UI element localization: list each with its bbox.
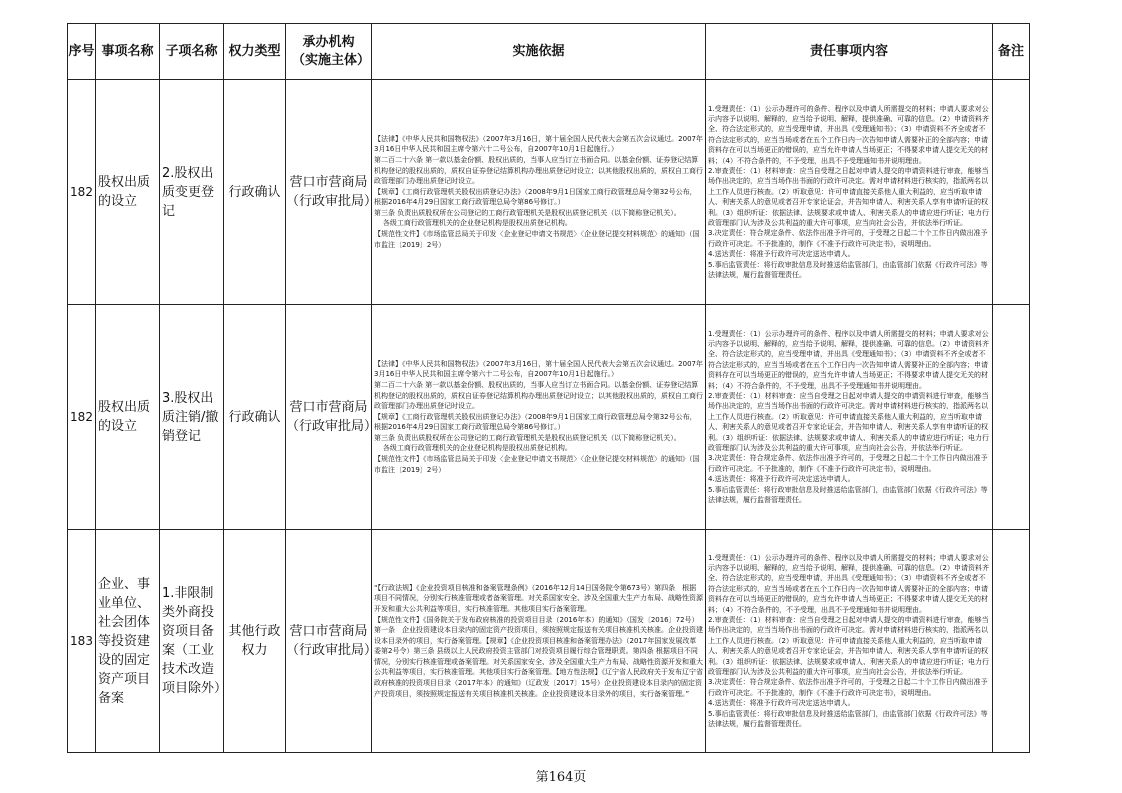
row-sub-item: 3.股权出质注销/撤销登记 [160,305,224,530]
table-header-row [68,24,1030,80]
row-basis [372,530,706,753]
row-note [993,530,1030,753]
basis-line: 【规章】《工商行政管理机关股权出质登记办法》（2008年9月1日国家工商行政管理总局令第32号公布，根据2016年4月29日国家工商行政管理总局令第86号修订。） [374,187,697,207]
resp-line: 3.决定责任：符合规定条件、依法作出准予许可的，于受理之日起二十个工作日内做出准予行政许可决定。不予批准的，制作《不准予行政许可决定书》，说明理由。 [708,678,988,697]
basis-line: 第二百二十六条 第一款以基金份额、股权出质的，当事人应当订立书面合同。以基金份额、证券登记结算机构登记的股权出质的，质权自证券登记结算机构办理出质登记时设立；以其他股权出质的，质权自工商行政管理部门办理出质登记时设立。 [374,380,703,411]
basis-line: 【规章】《工商行政管理机关股权出质登记办法》（2008年9月1日国家工商行政管理总局令第32号公布，根据2016年4月29日国家工商行政管理总局令第86号修订。） [374,412,697,432]
resp-line: 2.审查责任：（1）材料审查：应当自受理之日起对申请人提交的申请资料进行审查，能够当场作出决定的，应当当场作出书面的行政许可决定。需对申请材料进行核实的，指派两名以上工作人员进行核查。（2）听取意见：许可申请直接关系他人重大利益的，应当听取申请人、利害关系人的意见或者召开专家论证会，并告知申请人、利害关系人享有申请听证的权利。（3）组织听证：依据法律、法规要求或申请人、利害关系人的申请应进行听证；电力行政管理部门认为涉及公共利益的重大许可事项，应当向社会公告，并依法举行听证。 [708,391,989,453]
basis-line: 第三条 负责出质股权所在公司登记的工商行政管理机关是股权出质登记机关（以下简称登记机关）。 [374,208,681,217]
header-sub: 子项名称 [160,24,224,80]
basis-line: 【法律】《中华人民共和国物权法》（2007年3月16日，第十届全国人民代表大会第五次会议通过。2007年3月16日中华人民共和国主席令第六十二号公布，自2007年10月1日起施行。） [374,134,703,154]
power-list-table [67,23,1030,753]
resp-line: 1.受理责任：（1）公示办理许可的条件、程序以及申请人所需提交的材料；申请人要求对公示内容予以说明、解释的，应当给予说明、解释，提供准确、可靠的信息。（2）申请资料齐全、符合法定形式的，应当受理申请，并出具《受理通知书》；（3）申请资料不齐全或者不符合法定形式的，应当当场或者在五个工作日内一次告知申请人需要补正的全部内容；申请资料存在可以当场更正的错误的，应当允许申请人当场更正；不得要求申请人提交无关的材料；（4）不符合条件的，不予受理，出具不予受理通知书并说明理由。 [708,329,989,390]
basis-line: 【规范性文件】《市场监管总局关于印发〈企业登记申请文书规范〉〈企业登记提交材料规范〉的通知》（国市监注〔2019〕2号） [374,230,700,249]
resp-line: 5.事后监管责任：将行政审批信息及时推送给监管部门，由监管部门依据《行政许可法》等法律法规，履行监督管理责任。 [708,260,988,280]
basis-line: 各级工商行政管理机关的企业登记机构是股权出质登记机构。 [374,444,572,453]
row-item-name: 企业、事业单位、社会团体等投资建设的固定资产项目备案 [96,530,160,753]
header-no: 序号 [68,24,96,80]
basis-line: 第三条 负责出质股权所在公司登记的工商行政管理机关是股权出质登记机关（以下简称登记机关）。 [374,433,681,442]
header-item: 事项名称 [96,24,160,80]
row-no: 183 [68,530,96,753]
header-type: 权力类型 [224,24,286,80]
basis-line: 第二百二十六条 第一款以基金份额、股权出质的，当事人应当订立书面合同。以基金份额、证券登记结算机构登记的股权出质的，质权自证券登记结算机构办理出质登记时设立；以其他股权出质的，质权自工商行政管理部门办理出质登记时设立。 [374,155,703,186]
row-basis [372,305,706,530]
resp-line: 3.决定责任：符合规定条件、依法作出准予许可的，于受理之日起二十个工作日内做出准予行政许可决定。不予批准的，制作《不准予行政许可决定书》，说明理由。 [708,229,988,248]
resp-line: 4.送达责任：将准予行政许可决定送达申请人。 [708,475,855,484]
basis-line: 【规范性文件】《市场监管总局关于印发〈企业登记申请文书规范〉〈企业登记提交材料规范〉的通知》（国市监注〔2019〕2号） [374,455,700,474]
row-no: 182 [68,80,96,305]
row-org: 营口市营商局（行政审批局） [286,80,372,305]
resp-line: 5.事后监管责任：将行政审批信息及时推送给监管部门，由监管部门依据《行政许可法》等法律法规，履行监督管理责任。 [708,485,988,505]
resp-line: 2.审查责任：（1）材料审查：应当自受理之日起对申请人提交的申请资料进行审查，能够当场作出决定的，应当当场作出书面的行政许可决定。需对申请材料进行核实的，指派两名以上工作人员进行核查。（2）听取意见：许可申请直接关系他人重大利益的，应当听取申请人、利害关系人的意见或者召开专家论证会，并告知申请人、利害关系人享有申请听证的权利。（3）组织听证：依据法律、法规要求或申请人、利害关系人的申请应进行听证；电力行政管理部门认为涉及公共利益的重大许可事项，应当向社会公告，并依法举行听证。 [708,615,989,677]
row-responsibility [706,80,993,305]
resp-line: 3.决定责任：符合规定条件、依法作出准予许可的，于受理之日起二十个工作日内做出准予行政许可决定。不予批准的，制作《不准予行政许可决定书》，说明理由。 [708,454,988,473]
row-responsibility [706,305,993,530]
table-row [68,530,1030,753]
resp-line: 1.受理责任：（1）公示办理许可的条件、程序以及申请人所需提交的材料；申请人要求对公示内容予以说明、解释的，应当给予说明、解释，提供准确、可靠的信息。（2）申请资料齐全、符合法定形式的，应当受理申请，并出具《受理通知书》；（3）申请资料不齐全或者不符合法定形式的，应当当场或者在五个工作日内一次告知申请人需要补正的全部内容；申请资料存在可以当场更正的错误的，应当允许申请人当场更正；不得要求申请人提交无关的材料；（4）不符合条件的，不予受理，出具不予受理通知书并说明理由。 [708,104,989,165]
table-row [68,80,1030,305]
basis-line: 【规范性文件】《国务院关于发布政府核准的投资项目目录（2016年本）的通知》（国发〔2016〕72号）第一条 企业投资建设本目录内的固定资产投资项目，须按照规定报送有关项目核准机关核准。企业投资建设本目录外的项目，实行备案管理。【规章】《企业投资项目核准和备案管理办法》（2017年国家发展改革委第2号令）第三条 县级以上人民政府投资主管部门对投资项目履行综合管理职责。第四条 根据项目不同情况，分别实行核准管理或备案管理。对关系国家安全、涉及全国重大生产力布局、战略性资源开发和重大公共利益等项目，实行核准管理。其他项目实行备案管理。【地方性法规】《辽宁省人民政府关于发布辽宁省政府核准的投资项目目录（2017年本）的通知》（辽政发〔2017〕15号）企业投资建设本目录内的固定资产投资项目，须按照规定报送有关项目核准机关核准。企业投资建设本目录外的项目，实行备案管理。” [374,615,703,698]
resp-line: 5.事后监管责任：将行政审批信息及时推送给监管部门，由监管部门依据《行政许可法》等法律法规，履行监督管理责任。 [708,709,988,729]
page-number: 第164页 [535,770,587,785]
header-org: 承办机构（实施主体） [286,24,372,80]
row-item-name: 股权出质的设立 [96,305,160,530]
row-basis [372,80,706,305]
row-item-name: 股权出质的设立 [96,80,160,305]
row-power-type: 行政确认 [224,80,286,305]
basis-line: 【法律】《中华人民共和国物权法》（2007年3月16日，第十届全国人民代表大会第五次会议通过。2007年3月16日中华人民共和国主席令第六十二号公布，自2007年10月1日起施行。） [374,359,703,379]
row-power-type: 行政确认 [224,305,286,530]
row-power-type: 其他行政权力 [224,530,286,753]
basis-line: “【行政法规】《企业投资项目核准和备案管理条例》（2016年12月14日国务院令第673号）第四条 根据项目不同情况，分别实行核准管理或者备案管理。对关系国家安全、涉及全国重大生产力布局、战略性资源开发和重大公共利益等项目，实行核准管理。其他项目实行备案管理。 [374,583,703,613]
header-note: 备注 [993,24,1030,80]
resp-line: 1.受理责任：（1）公示办理许可的条件、程序以及申请人所需提交的材料；申请人要求对公示内容予以说明、解释的，应当给予说明、解释，提供准确、可靠的信息。（2）申请资料齐全、符合法定形式的，应当受理申请，并出具《受理通知书》；（3）申请资料不齐全或者不符合法定形式的，应当当场或者在五个工作日内一次告知申请人需要补正的全部内容；申请资料存在可以当场更正的错误的，应当允许申请人当场更正；不得要求申请人提交无关的材料；（4）不符合条件的，不予受理，出具不予受理通知书并说明理由。 [708,553,989,614]
header-basis: 实施依据 [372,24,706,80]
resp-line: 2.审查责任：（1）材料审查：应当自受理之日起对申请人提交的申请资料进行审查，能够当场作出决定的，应当当场作出书面的行政许可决定。需对申请材料进行核实的，指派两名以上工作人员进行核查。（2）听取意见：许可申请直接关系他人重大利益的，应当听取申请人、利害关系人的意见或者召开专家论证会，并告知申请人、利害关系人享有申请听证的权利。（3）组织听证：依据法律、法规要求或申请人、利害关系人的申请应进行听证；电力行政管理部门认为涉及公共利益的重大许可事项，应当向社会公告，并依法举行听证。 [708,166,989,228]
resp-line: 4.送达责任：将准予行政许可决定送达申请人。 [708,250,855,259]
basis-line: 各级工商行政管理机关的企业登记机构是股权出质登记机构。 [374,219,572,228]
row-responsibility [706,530,993,753]
row-org: 营口市营商局（行政审批局） [286,530,372,753]
row-org: 营口市营商局（行政审批局） [286,305,372,530]
row-sub-item: 2.股权出质变更登记 [160,80,224,305]
row-note [993,80,1030,305]
header-resp: 责任事项内容 [706,24,993,80]
resp-line: 4.送达责任：将准予行政许可决定送达申请人。 [708,699,855,708]
table-row [68,305,1030,530]
row-note [993,305,1030,530]
row-no: 182 [68,305,96,530]
row-sub-item: 1.非限制类外商投资项目备案（工业技术改造项目除外） [160,530,224,753]
